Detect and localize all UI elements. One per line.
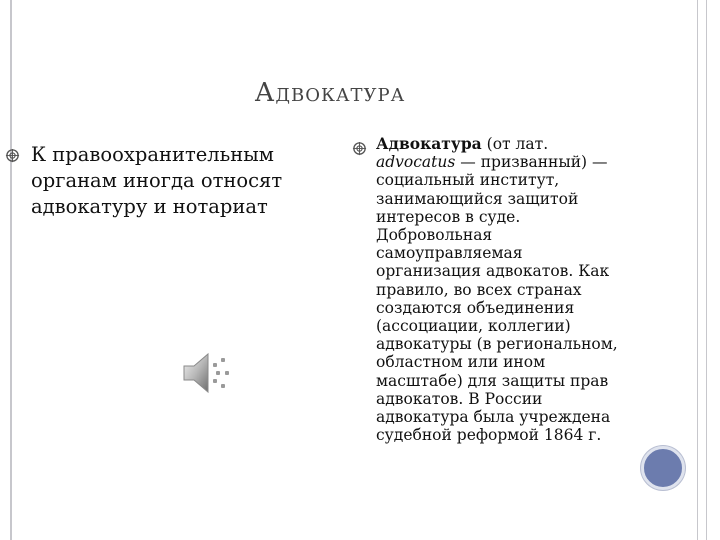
latin-term: advocatus xyxy=(376,153,456,172)
text-part-1: (от лат. xyxy=(481,135,549,153)
right-bullet-text xyxy=(376,135,628,444)
text-part-2: — призванный) — социальный институт, занимающийся защитой интересов в суде. Добровольная самоуправляемая организация адвокатов. Как правило, во всех странах создаются объединения (ассоциации, коллегии) адвокатуры (в региональном, областном или ином масштабе) для защиты прав адвокатов. В России адвокатура была учреждена судебной реформой 1864 г. xyxy=(376,153,618,445)
left-bullet-text: К правоохранительным органам иногда относят адвокатуру и нотариат xyxy=(31,143,283,218)
nav-circle-icon[interactable] xyxy=(641,446,685,490)
slide-frame-right-bar xyxy=(697,0,707,540)
bullet-icon xyxy=(352,141,367,156)
slide-title: Адвокатура xyxy=(254,78,406,108)
bullet-icon xyxy=(5,148,20,163)
speaker-icon[interactable] xyxy=(180,350,234,396)
term-bold: Адвокатура xyxy=(376,134,482,153)
